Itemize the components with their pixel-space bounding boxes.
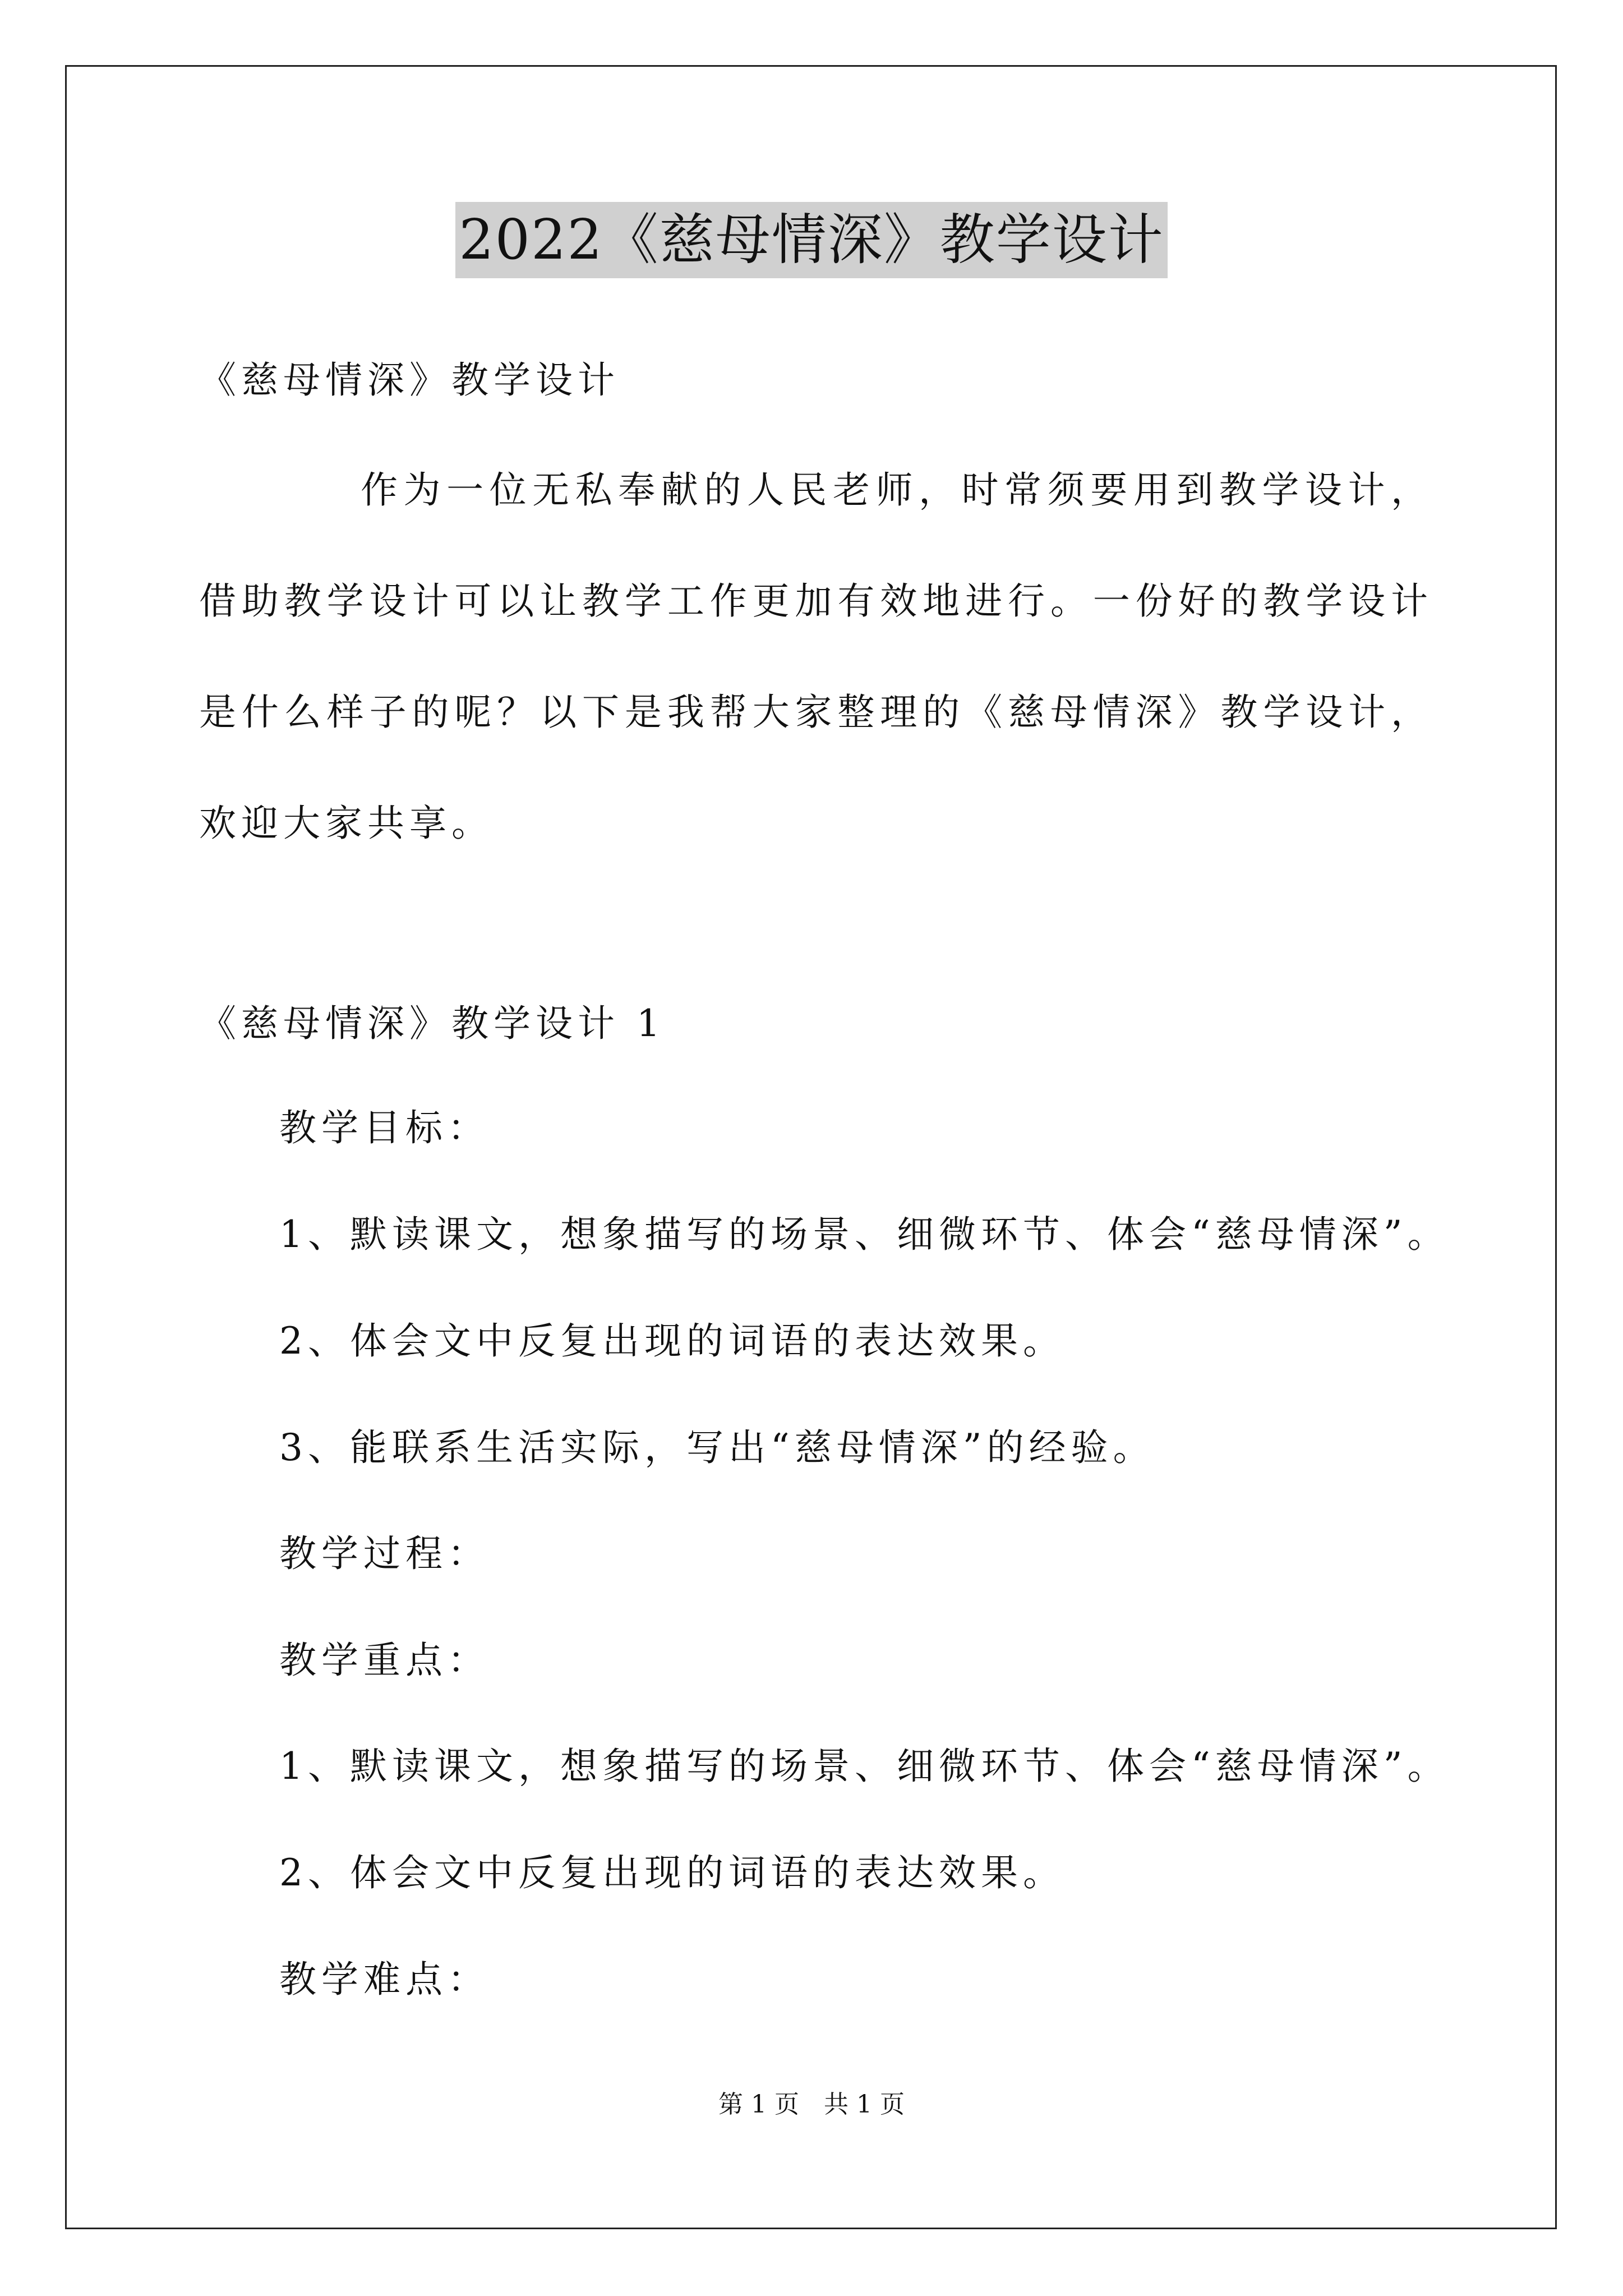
teaching-process-label: 教学过程： [279,1532,490,1575]
intro-paragraph: 作为一位无私奉献的人民老师，时常须要用到教学设计，借助教学设计可以让教学工作更加有效地进行。一份好的教学设计是什么样子的呢？以下是我帮大家整理的《慈母情深》教学设计，欢迎大家共享。 [199,468,1433,845]
teaching-difficulties-label: 教学难点： [279,1958,490,2001]
key-point-item-1: 1、默读课文，想象描写的场景、细微环节、体会“慈母情深”。 [279,1745,1450,1788]
goal-item-2: 2、体会文中反复出现的词语的表达效果。 [279,1319,1065,1363]
key-point-item-2: 2、体会文中反复出现的词语的表达效果。 [279,1851,1065,1894]
goal-item-1: 1、默读课文，想象描写的场景、细微环节、体会“慈母情深”。 [279,1213,1450,1256]
page-number: 第 1 页 共 1 页 [718,2090,905,2119]
section-heading: 《慈母情深》教学设计 1 [199,1002,665,1045]
title-container [0,202,1623,278]
goal-item-3: 3、能联系生活实际，写出“慈母情深”的经验。 [279,1426,1155,1469]
document-title: 2022《慈母情深》教学设计 [455,202,1167,278]
teaching-key-points-label: 教学重点： [279,1639,490,1682]
teaching-goals-label: 教学目标： [279,1106,490,1149]
subtitle: 《慈母情深》教学设计 [199,358,620,402]
